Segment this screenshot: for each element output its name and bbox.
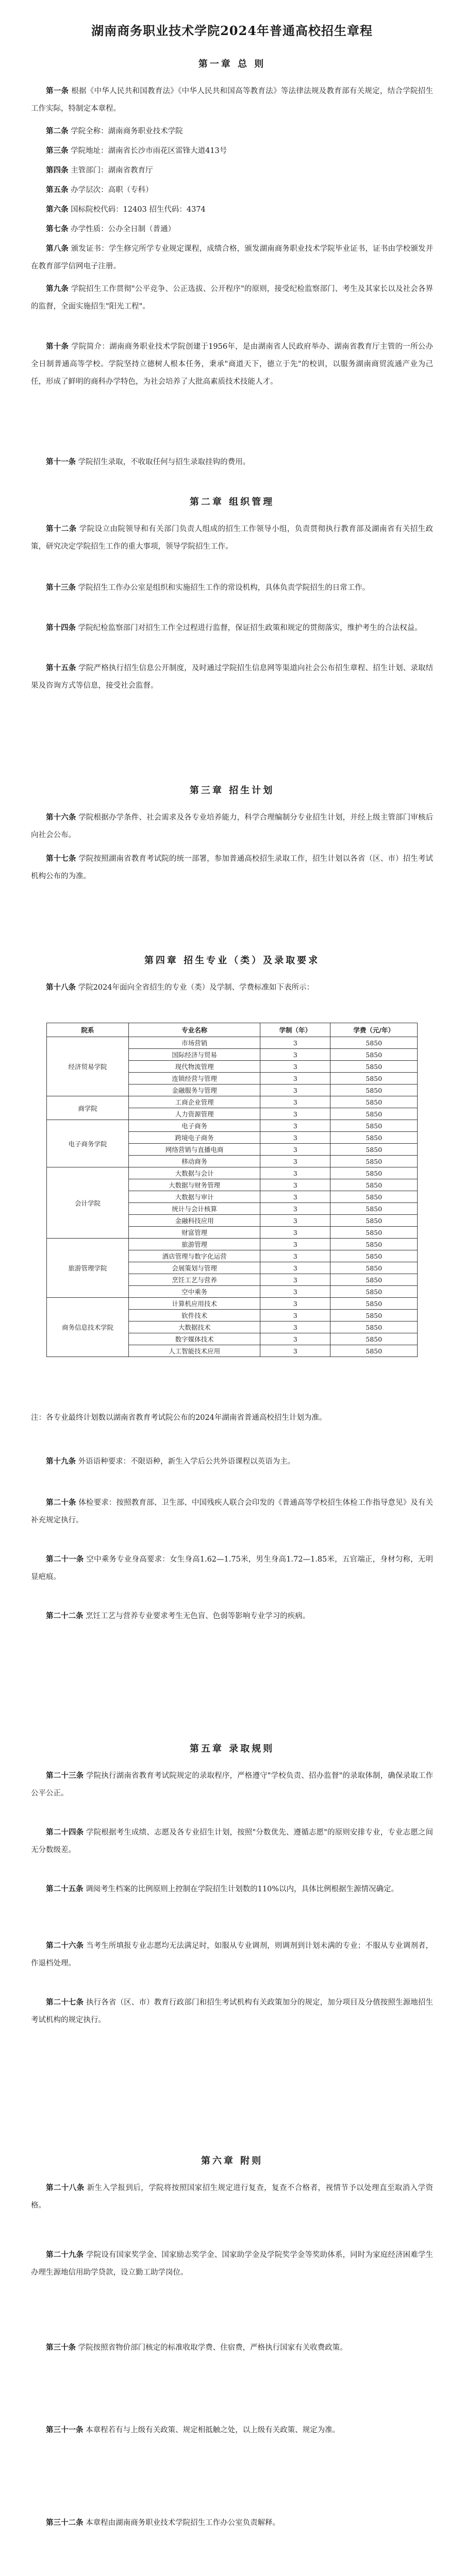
table-row [47,1120,418,1132]
duration-cell: 3 [260,1120,330,1132]
department-cell: 商学院 [47,1096,129,1120]
duration-cell: 3 [260,1262,330,1274]
major-name-cell: 空中乘务 [129,1286,260,1298]
duration-cell: 3 [260,1239,330,1250]
major-name-cell: 金融服务与管理 [129,1084,260,1096]
major-name-cell: 人工智能技术应用 [129,1345,260,1357]
major-name-cell: 会展策划与管理 [129,1262,260,1274]
duration-cell: 3 [260,1156,330,1167]
article: 第九条 学院招生工作贯彻"公平竞争、公正选拔、公开程序"的原则，接受纪检监察部门、考生及其家长以及社会各界的监督，全面实施招生"阳光工程"。 [31,284,433,311]
major-name-cell: 统计与会计核算 [129,1203,260,1215]
tuition-cell: 5850 [330,1108,418,1120]
department-cell: 经济贸易学院 [47,1037,129,1096]
article: 第二十条 体检要求：按照教育部、卫生部、中国残疾人联合会印发的《普通高等学校招生体检工作指导意见》及有关补充规定执行。 [31,1498,434,1524]
chapter-heading: 第一章 总 则 [198,59,266,70]
article: 第十条 学院简介：湖南商务职业技术学院创建于1956年，是由湖南省人民政府举办、湖南省教育厅主管的一所公办全日制普通高等学校。学院坚持立德树人根本任务，秉承"商道天下，德立于先"的校训，以服务湖南商贸流通产业为己任，形成了鲜明的商科办学特色，为社会培养了大批高素质技术技能人才。 [31,342,433,386]
tuition-cell: 5850 [330,1037,418,1049]
tuition-cell: 5850 [330,1250,418,1262]
duration-cell: 3 [260,1215,330,1227]
table-row [47,1239,418,1250]
duration-cell: 3 [260,1167,330,1179]
major-name-cell: 烹饪工艺与营养 [129,1274,260,1286]
major-name-cell: 软件技术 [129,1310,260,1321]
chapter-heading: 第五章 录取规则 [189,1743,275,1754]
duration-cell: 3 [260,1061,330,1073]
department-cell: 会计学院 [47,1167,129,1239]
duration-cell: 3 [260,1084,330,1096]
duration-cell: 3 [260,1037,330,1049]
tuition-cell: 5850 [330,1239,418,1250]
article: 第二十九条 学院设有国家奖学金、国家励志奖学金、国家助学金及学院奖学金等奖助体系，同时为家庭经济困难学生办理生源地信用助学贷款，设立勤工助学岗位。 [31,2250,434,2277]
article: 第二十四条 学院根据考生成绩、志愿及各专业招生计划，按照"分数优先、遵循志愿"的原则安排专业，专业志愿之间无分数级差。 [31,1828,434,1854]
duration-cell: 3 [260,1073,330,1084]
major-name-cell: 市场营销 [129,1037,260,1049]
table-row [47,1037,418,1049]
article: 第一条 根据《中华人民共和国教育法》《中华人民共和国高等教育法》等法律法规及教育部有关规定，结合学院招生工作实际，特制定本章程。 [31,87,434,113]
article: 第二十八条 新生入学报到后，学院将按照国家招生规定进行复查，复查不合格者，视情节予以处理直至取消入学资格。 [31,2183,434,2210]
table-note: 注：各专业最终计划数以湖南省教育考试院公布的2024年湖南省普通高校招生计划为准。 [31,1414,327,1422]
article: 第十五条 学院严格执行招生信息公开制度，及时通过学院招生信息网等渠道向社会公布招生章程、招生计划、录取结果及咨询方式等信息，接受社会监督。 [31,664,434,690]
tuition-cell: 5850 [330,1084,418,1096]
article: 第二十一条 空中乘务专业身高要求：女生身高1.62—1.75米，男生身高1.72—1.85米，五官端正，身材匀称，无明显疤痕。 [31,1555,434,1581]
column-header: 院系 [47,1023,129,1037]
duration-cell: 3 [260,1191,330,1203]
table-row [47,1298,418,1310]
tuition-cell: 5850 [330,1120,418,1132]
article: 第八条 颁发证书：学生修完所学专业规定课程，成绩合格，颁发湖南商务职业技术学院毕业证书，证书由学校颁发并在教育部学信网电子注册。 [31,244,434,270]
department-cell: 电子商务学院 [47,1120,129,1167]
article: 第十二条 学院设立由院领导和有关部门负责人组成的招生工作领导小组，负责贯彻执行教育部及湖南省有关招生政策，研究决定学院招生工作的重大事项，领导学院招生工作。 [31,524,434,551]
document-title: 湖南商务职业技术学院2024年普通高校招生章程 [91,23,373,38]
chapter-heading: 第六章 附则 [201,2156,263,2166]
major-name-cell: 跨境电子商务 [129,1132,260,1144]
tuition-cell: 5850 [330,1321,418,1333]
article: 第二十二条 烹饪工艺与营养专业要求考生无色盲、色弱等影响专业学习的疾病。 [46,1612,310,1620]
chapter-heading: 第三章 招生计划 [189,785,275,796]
major-name-cell: 连锁经营与管理 [129,1073,260,1084]
article: 第二十三条 学院执行湖南省教育考试院规定的录取程序，严格遵守"学校负责、招办监督"的录取体制，确保录取工作公平公正。 [31,1771,434,1798]
article: 第十八条 学院2024年面向全省招生的专业（类）及学制、学费标准如下表所示： [46,983,314,992]
article: 第二条 学院全称：湖南商务职业技术学院 [46,127,183,135]
department-cell: 商务信息技术学院 [47,1298,129,1357]
major-name-cell: 金融科技应用 [129,1215,260,1227]
column-header: 学费（元/年） [330,1023,418,1037]
column-header: 学制（年） [260,1023,330,1037]
major-name-cell: 酒店管理与数字化运营 [129,1250,260,1262]
major-name-cell: 电子商务 [129,1120,260,1132]
table-row [47,1096,418,1108]
duration-cell: 3 [260,1298,330,1310]
major-name-cell: 现代物流管理 [129,1061,260,1073]
duration-cell: 3 [260,1286,330,1298]
major-name-cell: 大数据与财务管理 [129,1179,260,1191]
article: 第六条 国标院校代码：12403 招生代码：4374 [46,205,206,214]
tuition-cell: 5850 [330,1073,418,1084]
tuition-cell: 5850 [330,1274,418,1286]
tuition-cell: 5850 [330,1333,418,1345]
duration-cell: 3 [260,1049,330,1061]
major-name-cell: 大数据技术 [129,1321,260,1333]
article: 第五条 办学层次：高职（专科） [46,185,153,194]
article: 第三条 学院地址：湖南省长沙市雨花区雷锋大道413号 [46,146,227,155]
article: 第二十六条 当考生所填报专业志愿均无法满足时，如服从专业调剂，则调剂到计划未满的专业；不服从专业调剂者，作退档处理。 [31,1941,434,1968]
tuition-cell: 5850 [330,1310,418,1321]
duration-cell: 3 [260,1345,330,1357]
article: 第十三条 学院招生工作办公室是组织和实施招生工作的常设机构，具体负责学院招生的日常工作。 [46,583,370,592]
duration-cell: 3 [260,1132,330,1144]
column-header: 专业名称 [129,1023,260,1037]
duration-cell: 3 [260,1274,330,1286]
duration-cell: 3 [260,1179,330,1191]
tuition-cell: 5850 [330,1096,418,1108]
article: 第十六条 学院根据办学条件、社会需求及各专业培养能力，科学合理编制分专业招生计划，并经上级主管部门审核后向社会公布。 [31,813,434,839]
article: 第七条 办学性质：公办全日制（普通） [46,225,176,233]
article: 第三十条 学院按照省物价部门核定的标准收取学费、住宿费，严格执行国家有关收费政策。 [46,2343,347,2352]
tuition-cell: 5850 [330,1191,418,1203]
chapter-heading: 第二章 组织管理 [189,497,275,507]
tuition-cell: 5850 [330,1144,418,1156]
tuition-cell: 5850 [330,1227,418,1239]
duration-cell: 3 [260,1321,330,1333]
article: 第十四条 学院纪检监察部门对招生工作全过程进行监督，保证招生政策和规定的贯彻落实，维护考生的合法权益。 [46,623,422,632]
tuition-cell: 5850 [330,1345,418,1357]
tuition-cell: 5850 [330,1167,418,1179]
major-name-cell: 财富管理 [129,1227,260,1239]
tuition-cell: 5850 [330,1215,418,1227]
major-name-cell: 大数据与审计 [129,1191,260,1203]
tuition-cell: 5850 [330,1286,418,1298]
tuition-cell: 5850 [330,1179,418,1191]
major-name-cell: 人力资源管理 [129,1108,260,1120]
major-name-cell: 旅游管理 [129,1239,260,1250]
duration-cell: 3 [260,1144,330,1156]
tuition-cell: 5850 [330,1049,418,1061]
duration-cell: 3 [260,1227,330,1239]
tuition-cell: 5850 [330,1132,418,1144]
duration-cell: 3 [260,1096,330,1108]
article: 第三十一条 本章程若有与上级有关政策、规定相抵触之处，以上级有关政策、规定为准。 [46,2426,340,2434]
tuition-cell: 5850 [330,1298,418,1310]
chapter-heading: 第四章 招生专业（类）及录取要求 [144,955,320,966]
article: 第三十二条 本章程由湖南商务职业技术学院招生工作办公室负责解释。 [46,2518,280,2527]
major-name-cell: 数字媒体技术 [129,1333,260,1345]
major-name-cell: 工商企业管理 [129,1096,260,1108]
tuition-cell: 5850 [330,1061,418,1073]
major-name-cell: 网络营销与直播电商 [129,1144,260,1156]
article: 第十一条 学院招生录取，不收取任何与招生录取挂钩的费用。 [46,457,251,466]
major-name-cell: 移动商务 [129,1156,260,1167]
duration-cell: 3 [260,1250,330,1262]
article: 第二十七条 执行各省（区、市）教育行政部门和招生考试机构有关政策加分的规定，加分项目及分值按照生源地招生考试机构的规定执行。 [31,1998,434,2024]
article: 第二十五条 调阅考生档案的比例原则上控制在学院招生计划数的110%以内，具体比例根据生源情况确定。 [46,1885,399,1893]
table-header-row [47,1023,418,1037]
department-cell: 旅游管理学院 [47,1239,129,1298]
article: 第十七条 学院按照湖南省教育考试院的统一部署，参加普通高校招生录取工作，招生计划以各省（区、市）招生考试机构公布的为准。 [31,854,434,880]
duration-cell: 3 [260,1203,330,1215]
tuition-cell: 5850 [330,1203,418,1215]
tuition-cell: 5850 [330,1156,418,1167]
tuition-cell: 5850 [330,1262,418,1274]
table-row [47,1167,418,1179]
duration-cell: 3 [260,1310,330,1321]
major-name-cell: 大数据与会计 [129,1167,260,1179]
article: 第十九条 外语语种要求：不限语种，新生入学后公共外语课程以英语为主。 [46,1457,295,1466]
majors-table [46,1023,418,1357]
major-name-cell: 计算机应用技术 [129,1298,260,1310]
major-name-cell: 国际经济与贸易 [129,1049,260,1061]
duration-cell: 3 [260,1333,330,1345]
article: 第四条 主管部门：湖南省教育厅 [46,166,153,175]
duration-cell: 3 [260,1108,330,1120]
